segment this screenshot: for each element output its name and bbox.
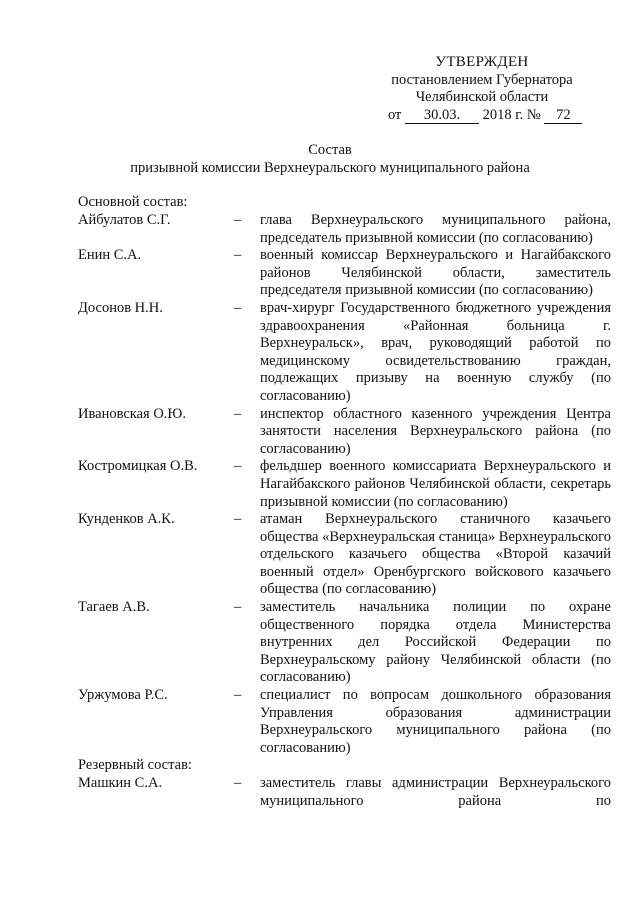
- title-line-2: призывной комиссии Верхнеуральского муниципального района: [130, 159, 530, 176]
- member-entry: [78, 687, 612, 757]
- member-description: фельдшер военного комиссариата Верхнеуральского и Нагайбакского районов Челябинской области, секретарь призывной комиссии (по согласованию): [260, 458, 611, 510]
- member-entry: [78, 458, 612, 511]
- member-dash: –: [234, 247, 242, 264]
- title-line-1: Состав: [308, 142, 352, 158]
- member-description: атаман Верхнеуральского станичного казачьего общества «Верхнеуральская станица» Верхнеуральского отдельского казачьего общества «Второй казачий военный отдел» Оренбургского войскового казачьего общества (по согласованию): [260, 511, 611, 598]
- member-dash: –: [234, 775, 242, 791]
- approval-year-text: 2018 г. №: [482, 106, 541, 123]
- member-dash: –: [234, 599, 242, 616]
- member-dash: –: [234, 212, 242, 228]
- member-description: врач-хирург Государственного бюджетного учреждения здравоохранения «Районная больница г. Верхнеуральск», врач, руководящий работой по медицинскому освидетельствованию граждан, подлежащих призыву на военную службу (по согласованию): [260, 299, 611, 404]
- member-entry: [78, 247, 612, 300]
- member-dash: –: [234, 405, 242, 422]
- member-name: Енин С.А.: [78, 247, 142, 264]
- member-name: Костромицкая О.В.: [78, 458, 198, 475]
- member-dash: –: [234, 511, 242, 528]
- approval-line-2: Челябинской области: [415, 89, 549, 106]
- member-description: военный комиссар Верхнеуральского и Нагайбакского районов Челябинской области, заместитель председателя призывной комиссии (по согласованию): [260, 247, 611, 299]
- member-entry: [78, 511, 612, 599]
- member-entry: [78, 599, 612, 687]
- member-description: специалист по вопросам дошкольного образования Управления образования администрации Верхнеуральского муниципального района (по согласованию): [260, 687, 611, 756]
- member-description: заместитель начальника полиции по охране общественного порядка отдела Министерства внутренних дел Российской Федерации по Верхнеуральскому району Челябинской области (по согласованию): [260, 599, 611, 686]
- member-name: Уржумова Р.С.: [78, 687, 168, 704]
- member-description: глава Верхнеуральского муниципального района, председатель призывной комиссии (по согласованию): [260, 212, 611, 246]
- member-dash: –: [234, 458, 242, 475]
- reserve-composition-label: Резервный состав:: [78, 757, 192, 774]
- member-name: Кунденков А.К.: [78, 511, 175, 528]
- member-name: Досонов Н.Н.: [78, 299, 163, 316]
- member-name: Машкин С.А.: [78, 775, 163, 791]
- member-dash: –: [234, 687, 242, 704]
- member-entry: [78, 300, 612, 406]
- approval-heading: УТВЕРЖДЕН: [435, 54, 529, 70]
- member-entry: [78, 212, 612, 247]
- member-description: заместитель главы администрации Верхнеуральского муниципального района по: [260, 775, 611, 809]
- document-title: [60, 142, 600, 177]
- approval-date: 30.03.: [405, 108, 479, 124]
- member-name: Тагаев А.В.: [78, 599, 150, 616]
- member-name: Ивановская О.Ю.: [78, 405, 186, 422]
- member-dash: –: [234, 299, 242, 316]
- member-description: инспектор областного казенного учреждения Центра занятости населения Верхнеуральского района (по согласованию): [260, 405, 611, 457]
- main-members-list: [78, 212, 612, 810]
- approval-from-label: от: [388, 106, 402, 123]
- reserve-member-entry: [78, 775, 612, 810]
- approval-stamp-block: [372, 54, 592, 124]
- approval-number: 72: [544, 108, 582, 124]
- member-name: Айбулатов С.Г.: [78, 212, 171, 228]
- approval-line-1: постановлением Губернатора: [391, 71, 573, 88]
- main-composition-label: Основной состав:: [78, 194, 188, 210]
- member-entry: [78, 406, 612, 459]
- approval-date-line: [372, 107, 592, 125]
